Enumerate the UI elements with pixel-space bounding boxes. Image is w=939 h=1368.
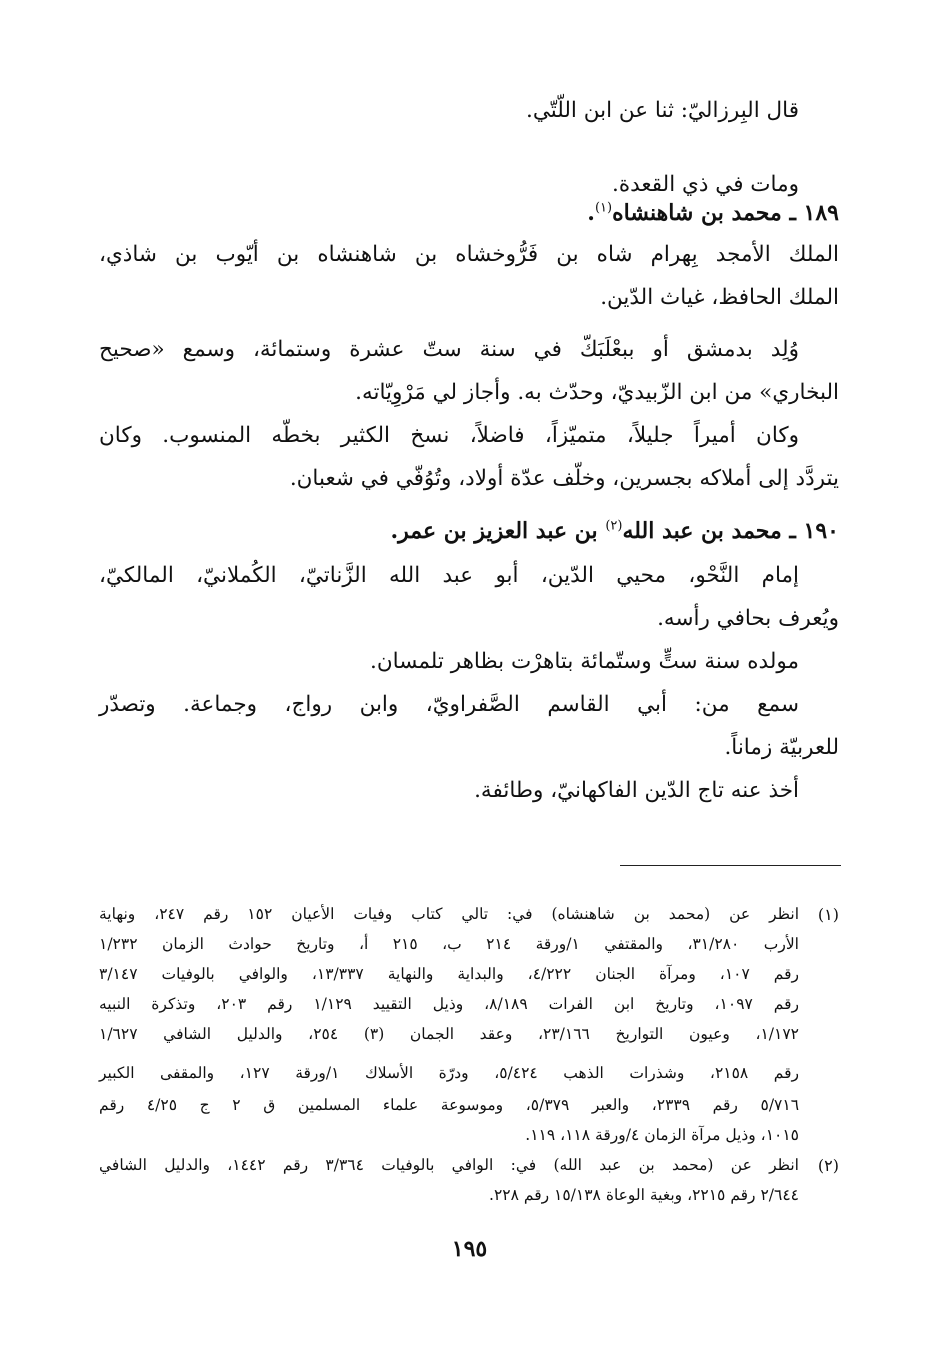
entry-189-heading: [587, 200, 839, 226]
body-line-14: سمع من: أبي القاسم الصَّفراويّ، وابن رواج، وجماعة. وتصدّر: [99, 692, 799, 717]
footnote-2-number: (٢): [817, 1156, 839, 1175]
body-line-11: إمام النَّحْو، محيي الدّين، أبو عبد الله الزَّناتيّ، الكُملانيّ، المالكيّ،: [99, 563, 799, 588]
entry-190-heading: [390, 518, 839, 544]
footnote-1-line-7: ٥/٧١٦ رقم ٢٣٣٩، والعبر ٥/٣٧٩، وموسوعة علماء المسلمين ق ٢ ج ٤/٢٥ رقم: [99, 1096, 800, 1114]
entry-190-title: ١٩٠ ـ محمد بن عبد الله: [622, 518, 839, 544]
footnote-1-line-6: رقم ٢١٥٨، وشذرات الذهب ٥/٤٢٤، ودرّة الأسلاك ١/ورقة ١٢٧، والمقفى الكبير: [99, 1064, 800, 1082]
footnote-2-line-2: ٢/٦٤٤ رقم ٢٢١٥، وبغية الوعاة ١٥/١٣٨ رقم ٢٢٨.: [489, 1186, 799, 1204]
body-line-1: قال البِرزاليّ: ثنا عن ابن اللّتّي.: [526, 98, 799, 123]
entry-190-title-tail: بن عبد العزيز بن عمر.: [390, 518, 598, 544]
entry-189-title: ١٨٩ ـ محمد بن شاهنشاه: [612, 200, 839, 226]
body-line-4: الملك الأمجد بِهرام شاه بن فَرُّوخشاه بن شاهنشاه بن أيّوب بن شاذي،: [99, 242, 839, 267]
footnote-1-line-2: الأرب ٣١/٢٨٠، والمقتفي ١/ورقة ٢١٤ ب، ٢١٥ أ، وتاريخ حوادث الزمان ١/٢٣٢: [99, 935, 799, 953]
body-line-8: وكان أميراً جليلاً، متميّزاً، فاضلاً، نسخ الكثير بخطّه المنسوب. وكان: [99, 423, 799, 448]
body-line-15: للعربيّة زماناً.: [724, 735, 839, 760]
entry-189-period: .: [587, 200, 595, 226]
footnote-1-number: (١): [817, 905, 839, 924]
footnote-ref-1: (١): [594, 200, 613, 216]
footnote-2-line-1: انظر عن (محمد بن عبد الله) في: الوافي بالوفيات ٣/٣٦٤ رقم ١٤٤٢، والدليل الشافي: [99, 1156, 799, 1174]
footnote-1-line-5: ١/١٧٢، وعيون التواريخ ٢٣/١٦٦، وعقد الجمان (٣) ٢٥٤، والدليل الشافي ١/٦٢٧: [99, 1025, 799, 1043]
page-number: ١٩٥: [451, 1236, 488, 1262]
body-line-2: ومات في ذي القعدة.: [612, 172, 799, 197]
body-line-9: يتردَّد إلى أملاكه بجسرين، وخلّف عدّة أولاد، وتُوُفّي في شعبان.: [289, 466, 839, 491]
body-line-16: أخذ عنه تاج الدّين الفاكهانيّ، وطائفة.: [474, 778, 799, 803]
footnote-1-line-8: ١٠١٥، وذيل مرآة الزمان ٤/ورقة ١١٨، ١١٩.: [525, 1126, 799, 1144]
footnote-1-line-4: رقم ١٠٩٧، وتاريخ ابن الفرات ٨/١٨٩، وذيل التقييد ١/١٢٩ رقم ٢٠٣، وتذكرة النبيه: [99, 995, 800, 1013]
footnote-separator: [620, 865, 841, 866]
body-line-5: الملك الحافظ، غياث الدّين.: [600, 285, 839, 310]
footnote-1-line-1: انظر عن (محمد بن شاهنشاه) في: تالي كتاب وفيات الأعيان ١٥٢ رقم ٢٤٧، ونهاية: [99, 905, 799, 923]
body-line-6: وُلِد بدمشق أو ببعْلَبَكّ في سنة ستّ عشرة وستمائة، وسمع «صحيح: [99, 337, 799, 362]
body-line-7: البخاري» من ابن الزّبيديّ، وحدّث به. وأجاز لي مَرْوِيّاته.: [355, 380, 839, 405]
body-line-12: ويُعرف بحافي رأسه.: [657, 606, 839, 631]
body-line-13: مولده سنة ستٍّ وستّمائة بتاهرْت بظاهر تلمسان.: [370, 649, 799, 674]
footnote-ref-2: (٢): [605, 518, 623, 534]
footnote-1-line-3: رقم ١٠٧، ومرآة الجنان ٤/٢٢٢، والبداية والنهاية ١٣/٣٣٧، والوافي بالوفيات ٣/١٤٧: [99, 965, 800, 983]
